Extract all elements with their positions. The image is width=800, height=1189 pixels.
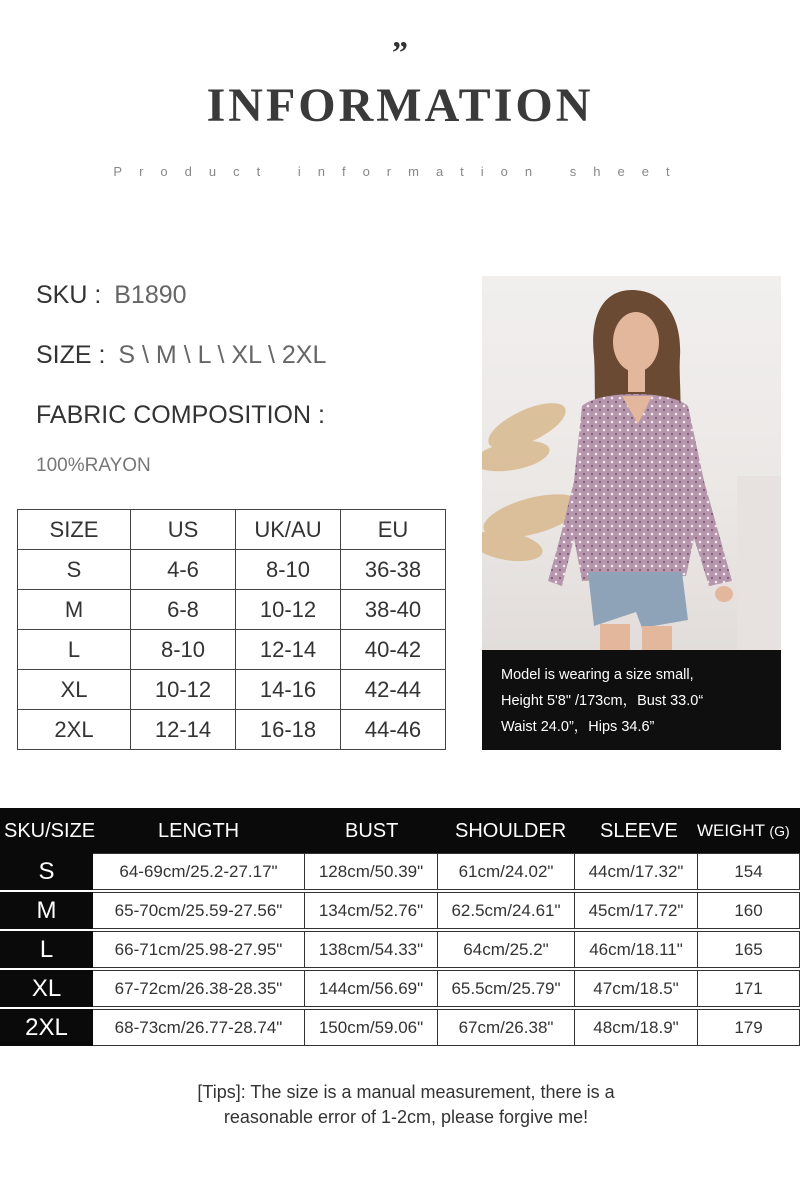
- header-bust: BUST: [345, 820, 399, 842]
- header-shoulder: SHOULDER: [455, 820, 567, 842]
- bust-cell: 128cm/50.39": [305, 853, 438, 890]
- caption-line: Model is wearing a size small,: [501, 667, 694, 683]
- header-weight-unit: (G): [769, 823, 790, 839]
- table-cell: XL: [18, 670, 131, 710]
- shoulder-cell: 65.5cm/25.79": [438, 970, 575, 1007]
- fabric-label: FABRIC COMPOSITION :: [36, 401, 325, 429]
- page-title: INFORMATION: [206, 79, 594, 132]
- table-cell: 8-10: [236, 550, 341, 590]
- header-sleeve: SLEEVE: [600, 820, 678, 842]
- sku-label: SKU :: [36, 281, 102, 309]
- table-row: [18, 550, 446, 590]
- size-cell: 2XL: [0, 1009, 93, 1046]
- length-cell: 67-72cm/26.38-28.35": [93, 970, 305, 1007]
- quote-mark: ”: [392, 34, 408, 70]
- sleeve-cell: 45cm/17.72": [575, 892, 698, 929]
- bust-cell: 138cm/54.33": [305, 931, 438, 968]
- table-cell: 8-10: [131, 630, 236, 670]
- table-header-cell: EU: [341, 510, 446, 550]
- caption-line: Height 5'8" /173cm，Bust 33.0“: [501, 693, 704, 709]
- table-cell: 12-14: [131, 710, 236, 750]
- bust-cell: 134cm/52.76": [305, 892, 438, 929]
- weight-cell: 171: [698, 970, 800, 1007]
- shoulder-cell: 62.5cm/24.61": [438, 892, 575, 929]
- table-row: [0, 853, 800, 892]
- size-cell: XL: [0, 970, 93, 1007]
- table-row: [18, 590, 446, 630]
- tips-note: [0, 1080, 800, 1130]
- table-header-row: [18, 510, 446, 550]
- table-cell: 2XL: [18, 710, 131, 750]
- weight-cell: 154: [698, 853, 800, 890]
- size-label: SIZE :: [36, 341, 106, 369]
- table-header-cell: UK/AU: [236, 510, 341, 550]
- shoulder-cell: 67cm/26.38": [438, 1009, 575, 1046]
- table-cell: S: [18, 550, 131, 590]
- table-cell: 16-18: [236, 710, 341, 750]
- table-cell: 44-46: [341, 710, 446, 750]
- size-value: S \ M \ L \ XL \ 2XL: [118, 341, 327, 369]
- table-cell: 10-12: [131, 670, 236, 710]
- table-cell: 6-8: [131, 590, 236, 630]
- tips-line: [Tips]: The size is a manual measurement, there is a: [197, 1082, 615, 1102]
- table-row: [0, 1009, 800, 1048]
- table-row: [18, 630, 446, 670]
- header-weight: [697, 821, 790, 841]
- sleeve-cell: 44cm/17.32": [575, 853, 698, 890]
- sleeve-cell: 47cm/18.5": [575, 970, 698, 1007]
- weight-cell: 179: [698, 1009, 800, 1046]
- table-header-cell: US: [131, 510, 236, 550]
- table-header-cell: SIZE: [18, 510, 131, 550]
- measurement-table-header: [0, 808, 800, 853]
- shoulder-cell: 64cm/25.2": [438, 931, 575, 968]
- size-line: [36, 341, 326, 370]
- table-cell: 14-16: [236, 670, 341, 710]
- fabric-value: 100%RAYON: [36, 455, 151, 476]
- table-row: [0, 892, 800, 931]
- measurement-table: [0, 808, 800, 1048]
- model-caption: [482, 650, 781, 750]
- model-figure: [548, 290, 733, 650]
- table-cell: 12-14: [236, 630, 341, 670]
- header-length: LENGTH: [158, 820, 240, 842]
- model-illustration: [482, 276, 781, 650]
- table-row: [0, 970, 800, 1009]
- sleeve-cell: 48cm/18.9": [575, 1009, 698, 1046]
- sku-value: B1890: [114, 281, 187, 309]
- size-conversion-table: [17, 509, 446, 750]
- bust-cell: 150cm/59.06": [305, 1009, 438, 1046]
- tips-line: reasonable error of 1-2cm, please forgive me!: [223, 1107, 589, 1127]
- bust-cell: 144cm/56.69": [305, 970, 438, 1007]
- table-row: [18, 710, 446, 750]
- table-cell: 42-44: [341, 670, 446, 710]
- header-weight-label: WEIGHT: [697, 821, 765, 840]
- size-cell: L: [0, 931, 93, 968]
- fabric-line: [36, 401, 325, 430]
- sleeve-cell: 46cm/18.11": [575, 931, 698, 968]
- length-cell: 64-69cm/25.2-27.17": [93, 853, 305, 890]
- weight-cell: 160: [698, 892, 800, 929]
- table-cell: 40-42: [341, 630, 446, 670]
- table-row: [18, 670, 446, 710]
- table-cell: L: [18, 630, 131, 670]
- size-cell: S: [0, 853, 93, 890]
- table-cell: 36-38: [341, 550, 446, 590]
- size-cell: M: [0, 892, 93, 929]
- table-cell: M: [18, 590, 131, 630]
- weight-cell: 165: [698, 931, 800, 968]
- table-row: [0, 931, 800, 970]
- table-cell: 4-6: [131, 550, 236, 590]
- length-cell: 68-73cm/26.77-28.74": [93, 1009, 305, 1046]
- shoulder-cell: 61cm/24.02": [438, 853, 575, 890]
- length-cell: 66-71cm/25.98-27.95": [93, 931, 305, 968]
- table-cell: 38-40: [341, 590, 446, 630]
- length-cell: 65-70cm/25.59-27.56": [93, 892, 305, 929]
- caption-line: Waist 24.0”，Hips 34.6”: [501, 719, 655, 735]
- model-photo: [482, 276, 781, 650]
- table-cell: 10-12: [236, 590, 341, 630]
- page-subtitle: Product information sheet: [113, 164, 687, 179]
- header-sku-size: SKU/SIZE: [4, 820, 96, 842]
- sku-line: [36, 281, 187, 310]
